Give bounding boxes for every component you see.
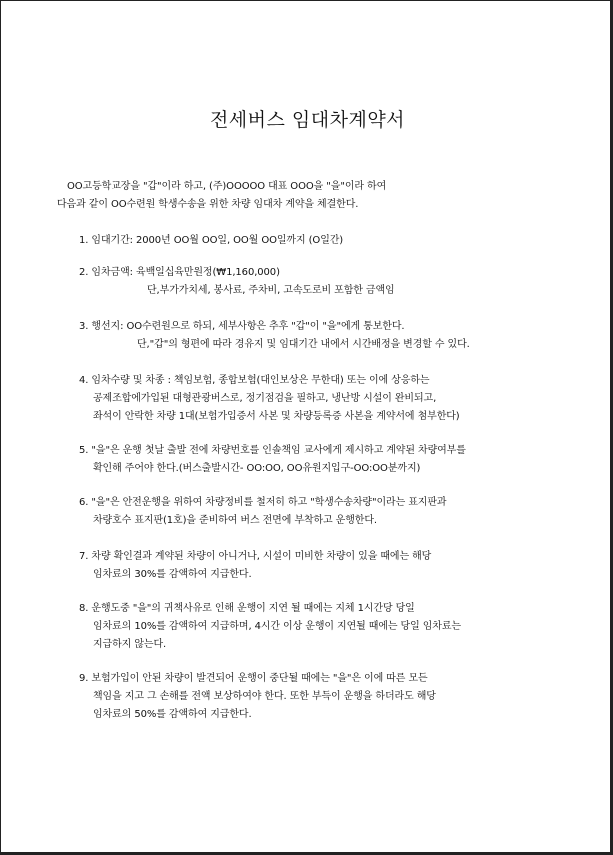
clause-3-line: 3. 행선지: OO수련원으로 하되, 세부사항은 추후 "갑"이 "을"에게 통보한다. <box>79 321 405 332</box>
clause-6-line: 차량호수 표지판(1호)을 준비하여 버스 전면에 부착하고 운행한다. <box>93 515 377 526</box>
clause-8-line: 8. 운행도중 "을"의 귀책사유로 인해 운행이 지연 될 때에는 지체 1시간당 당일 <box>79 603 415 614</box>
clause-5-line: 5. "을"은 운행 첫날 출발 전에 차량번호를 인솔책임 교사에게 제시하고 계약된 차량여부를 <box>79 445 466 456</box>
document-title: 전세버스 임대차계약서 <box>209 109 406 131</box>
clause-3-line: 단,"갑"의 형편에 따라 경유지 및 임대기간 내에서 시간배정을 변경할 수 있다. <box>137 339 470 350</box>
clause-8-line: 임차료의 10%를 감액하여 지급하며, 4시간 이상 운행이 지연될 때에는 당일 임차료는 <box>93 621 461 632</box>
clause-9-line: 9. 보험가입이 안된 차량이 발견되어 운행이 중단될 때에는 "을"은 이에 따른 모든 <box>79 673 428 684</box>
clause-4-line: 좌석이 안락한 차량 1대(보험가입증서 사본 및 차량등록증 사본을 계약서에 첨부한다) <box>93 411 460 422</box>
clause-4-line: 공제조합에가입된 대형관광버스로, 정기점검을 필하고, 냉난방 시설이 완비되고, <box>93 393 437 404</box>
clause-2-line: 단,부가가치세, 봉사료, 주차비, 고속도로비 포함한 금액임 <box>147 285 395 296</box>
intro-line: 다음과 같이 OO수련원 학생수송을 위한 차량 임대차 계약을 체결한다. <box>57 199 359 210</box>
clause-7-line: 임차료의 30%를 감액하여 지급한다. <box>93 569 252 580</box>
clause-4-line: 4. 임차수량 및 차종 : 책임보험, 종합보험(대인보상은 무한대) 또는 이에 상응하는 <box>79 375 430 386</box>
intro-line: OO고등학교장을 "갑"이라 하고, (주)OOOOO 대표 OOO을 "을"이라 하여 <box>67 181 387 192</box>
clause-6-line: 6. "을"은 안전운행을 위하여 차량정비를 철저히 하고 "학생수송차량"이라는 표지판과 <box>79 497 447 508</box>
clause-2-line: 2. 임차금액: 육백일십육만원정(₩1,160,000) <box>79 267 280 278</box>
clause-7-line: 7. 차량 확인결과 계약된 차량이 아니거나, 시설이 미비한 차량이 있을 때에는 해당 <box>79 551 432 562</box>
clause-9-line: 책임을 지고 그 손해를 전액 보상하여야 한다. 또한 부득이 운행을 하더라도 해당 <box>93 691 436 702</box>
clause-9-line: 임차료의 50%를 감액하여 지급한다. <box>93 709 252 720</box>
clause-5-line: 확인해 주어야 한다.(버스출발시간- OO:OO, OO유원지입구-OO:OO분까지) <box>93 463 421 474</box>
clause-8-line: 지급하지 않는다. <box>93 639 167 650</box>
clause-1-line: 1. 임대기간: 2000년 OO월 OO일, OO월 OO일까지 (O일간) <box>79 235 344 246</box>
